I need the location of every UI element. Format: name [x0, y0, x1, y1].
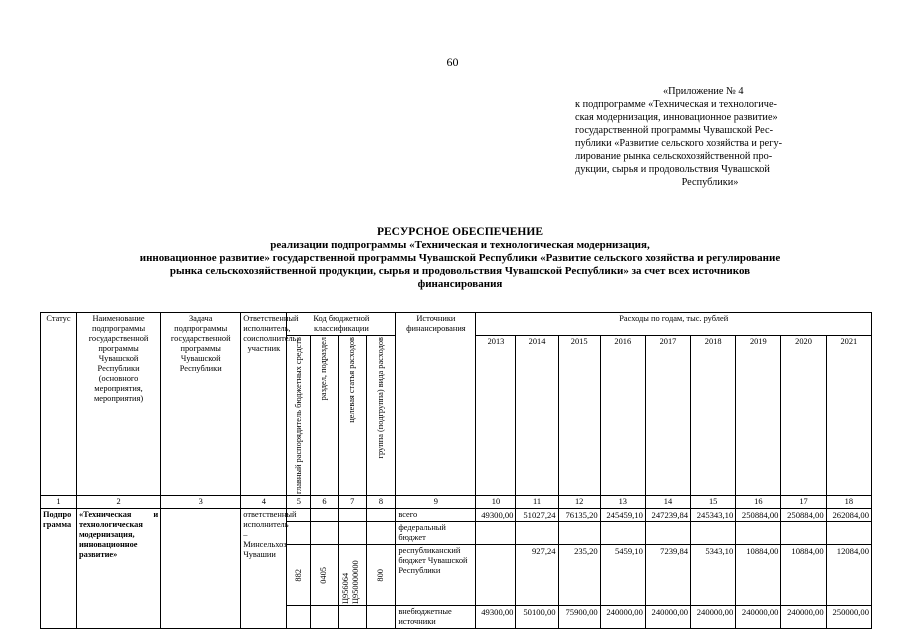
column-number: 18	[826, 496, 871, 509]
column-number: 13	[600, 496, 645, 509]
row-status: Подпрограмма	[41, 509, 77, 629]
resource-table	[40, 312, 872, 629]
header-year: 2015	[558, 336, 600, 496]
row-value	[736, 522, 781, 545]
row-code-empty	[311, 606, 339, 629]
header-task: Задача подпрограммы государственной программы Чувашской Республики	[161, 313, 241, 496]
appendix-line: публики «Развитие сельского хозяйства и регу-	[575, 138, 783, 149]
row-code-empty	[311, 509, 339, 522]
row-value: 240000,00	[600, 606, 645, 629]
row-source: республиканский бюджет Чувашской Республики	[396, 545, 476, 606]
row-value	[476, 522, 516, 545]
row-code-empty	[366, 509, 396, 522]
row-code-empty	[366, 606, 396, 629]
header-grbs: главный распорядитель бюджетных средств	[287, 336, 311, 496]
row-value: 240000,00	[691, 606, 736, 629]
header-executor: Ответственный исполнитель, соисполнитель, участник	[241, 313, 287, 496]
column-number: 14	[645, 496, 690, 509]
column-number: 17	[781, 496, 826, 509]
row-value: 245459,10	[600, 509, 645, 522]
row-value: 50100,00	[516, 606, 558, 629]
row-value: 245343,10	[691, 509, 736, 522]
header-year: 2016	[600, 336, 645, 496]
column-number: 9	[396, 496, 476, 509]
row-value: 250884,00	[781, 509, 826, 522]
row-name: «Техническая и технологическая модернизация, инновационное развитие»	[76, 509, 160, 629]
row-value	[558, 522, 600, 545]
header-year: 2020	[781, 336, 826, 496]
column-number: 12	[558, 496, 600, 509]
row-value: 247239,84	[645, 509, 690, 522]
header-year: 2019	[736, 336, 781, 496]
header-sources: Источники финансирования	[396, 313, 476, 496]
row-value	[781, 522, 826, 545]
row-value: 49300,00	[476, 509, 516, 522]
row-source: федеральный бюджет	[396, 522, 476, 545]
row-value: 262084,00	[826, 509, 871, 522]
row-value	[516, 522, 558, 545]
row-value: 75900,00	[558, 606, 600, 629]
row-value: 250884,00	[736, 509, 781, 522]
header-row	[41, 313, 872, 336]
row-value	[476, 545, 516, 606]
header-expenses: Расходы по годам, тыс. рублей	[476, 313, 872, 336]
table-row	[41, 509, 872, 522]
header-year: 2013	[476, 336, 516, 496]
header-budget-code: Код бюджетной классификации	[287, 313, 396, 336]
row-code-empty	[338, 606, 366, 629]
row-value: 49300,00	[476, 606, 516, 629]
row-value: 76135,20	[558, 509, 600, 522]
appendix-line: к подпрограмме «Техническая и технологиче-	[575, 99, 777, 110]
row-code-section: 0405	[311, 545, 339, 606]
row-value: 240000,00	[645, 606, 690, 629]
appendix-line: дукции, сырья и продовольствия Чувашской	[575, 164, 770, 175]
column-number: 11	[516, 496, 558, 509]
row-value: 10884,00	[736, 545, 781, 606]
header-year: 2017	[645, 336, 690, 496]
column-number: 16	[736, 496, 781, 509]
column-number: 1	[41, 496, 77, 509]
row-code-empty	[338, 522, 366, 545]
row-code-empty	[338, 509, 366, 522]
column-number: 4	[241, 496, 287, 509]
heading-line: финансирования	[417, 278, 503, 290]
column-number: 3	[161, 496, 241, 509]
row-task	[161, 509, 241, 629]
document-heading	[60, 226, 860, 291]
row-value: 7239,84	[645, 545, 690, 606]
column-number: 2	[76, 496, 160, 509]
header-article: целевая статья расходов	[338, 336, 366, 496]
row-source: внебюджетные источники	[396, 606, 476, 629]
row-value	[691, 522, 736, 545]
row-value	[826, 522, 871, 545]
appendix-line: ская модернизация, инновационное развитие»	[575, 112, 778, 123]
header-section: раздел, подраздел	[311, 336, 339, 496]
row-code-empty	[311, 522, 339, 545]
header-year: 2018	[691, 336, 736, 496]
heading-title: РЕСУРСНОЕ ОБЕСПЕЧЕНИЕ	[376, 226, 543, 238]
column-number: 10	[476, 496, 516, 509]
header-name: Наименование подпрограммы государственной программы Чувашской Республики (основного мероприятия, мероприятия)	[76, 313, 160, 496]
row-code-empty	[366, 522, 396, 545]
row-value: 10884,00	[781, 545, 826, 606]
heading-line: реализации подпрограммы «Техническая и технологическая модернизация,	[270, 239, 650, 251]
column-number: 7	[338, 496, 366, 509]
row-value: 240000,00	[781, 606, 826, 629]
column-number: 15	[691, 496, 736, 509]
appendix-note	[575, 85, 845, 189]
appendix-line: Республики»	[681, 177, 739, 188]
row-code-article: Ц956064 Ц950000000	[338, 545, 366, 606]
heading-line: инновационное развитие» государственной программы Чувашской Республики «Развитие сельского хозяйства и регулирование	[139, 252, 781, 264]
header-status: Статус	[41, 313, 77, 496]
header-group: группа (подгруппа) вида расходов	[366, 336, 396, 496]
row-code-empty	[287, 606, 311, 629]
header-year: 2021	[826, 336, 871, 496]
page-number: 60	[446, 55, 459, 69]
column-number: 5	[287, 496, 311, 509]
row-value	[645, 522, 690, 545]
row-value: 12084,00	[826, 545, 871, 606]
heading-line: рынка сельскохозяйственной продукции, сырья и продовольствия Чувашской Республики» за счет всех источников	[169, 265, 751, 277]
row-executor: ответственный исполнитель – Минсельхоз Чувашии	[241, 509, 287, 629]
row-source: всего	[396, 509, 476, 522]
row-value: 5459,10	[600, 545, 645, 606]
row-code-grbs: 882	[287, 545, 311, 606]
column-number-row	[41, 496, 872, 509]
row-value: 927,24	[516, 545, 558, 606]
row-value	[600, 522, 645, 545]
appendix-line: лирование рынка сельскохозяйственной про-	[575, 151, 773, 162]
appendix-line: государственной программы Чувашской Рес-	[575, 125, 773, 136]
row-code-group: 800	[366, 545, 396, 606]
row-value: 235,20	[558, 545, 600, 606]
row-value: 250000,00	[826, 606, 871, 629]
row-value: 5343,10	[691, 545, 736, 606]
row-code-empty	[287, 522, 311, 545]
row-value: 240000,00	[736, 606, 781, 629]
appendix-line: «Приложение № 4	[663, 86, 744, 97]
column-number: 6	[311, 496, 339, 509]
header-year: 2014	[516, 336, 558, 496]
column-number: 8	[366, 496, 396, 509]
row-value: 51027,24	[516, 509, 558, 522]
